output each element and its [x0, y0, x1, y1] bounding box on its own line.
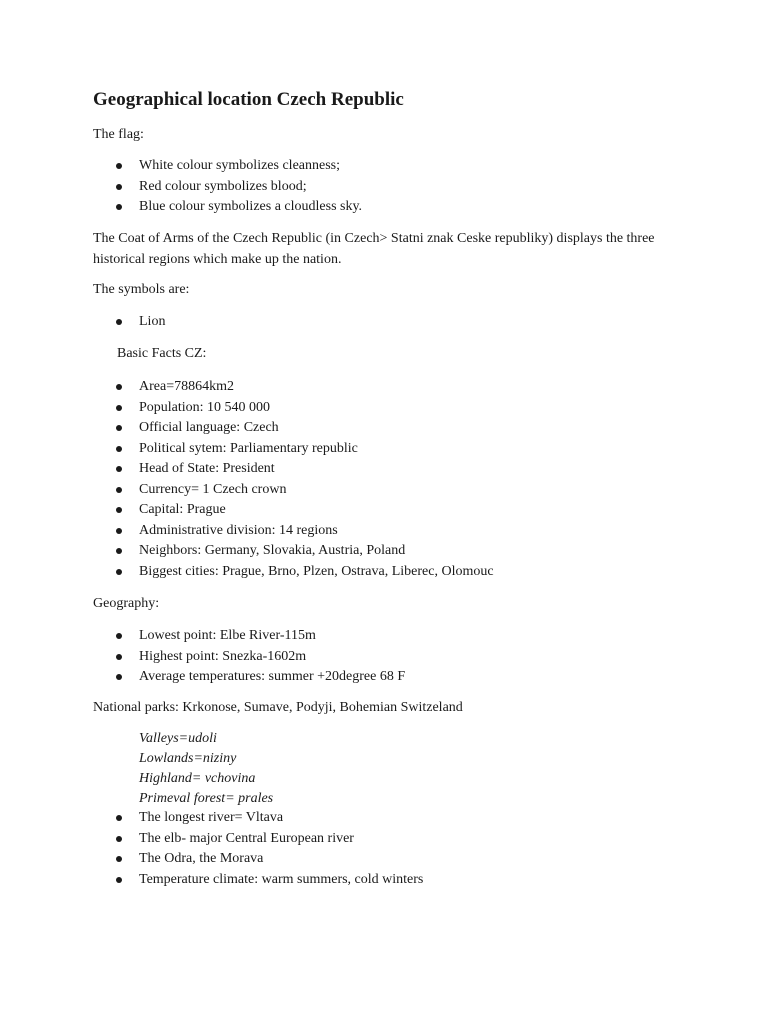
list-item-text: Currency= 1 Czech crown — [139, 481, 287, 497]
list-item — [0, 647, 405, 668]
list-item — [0, 849, 423, 870]
vocabulary-term: Valleys=udoli — [139, 731, 217, 746]
symbols-list — [0, 312, 165, 333]
bullet-icon — [116, 319, 122, 325]
list-item — [0, 377, 494, 398]
vocabulary-term: Lowlands=niziny — [139, 751, 237, 766]
list-item — [0, 562, 494, 583]
list-item — [0, 500, 494, 521]
rivers-list — [0, 808, 423, 890]
vocabulary-term: Primeval forest= prales — [139, 791, 274, 806]
list-item — [0, 808, 423, 829]
vocabulary-term: Highland= vchovina — [139, 771, 256, 786]
bullet-icon — [116, 654, 122, 660]
list-item — [0, 521, 494, 542]
list-item-text: Lion — [139, 314, 166, 329]
list-item-text: Neighbors: Germany, Slovakia, Austria, Poland — [139, 543, 406, 558]
list-item — [0, 398, 494, 419]
list-item-text: Population: 10 540 000 — [139, 399, 271, 415]
list-item — [0, 156, 362, 177]
list-item-text: Lowest point: Elbe River-115m — [139, 628, 316, 643]
facts-list — [0, 377, 494, 582]
vocabulary-terms — [139, 729, 273, 809]
list-item — [0, 439, 494, 460]
bullet-icon — [116, 633, 122, 639]
list-item — [0, 197, 362, 218]
list-item — [0, 667, 405, 688]
page-title: Geographical location Czech Republic — [93, 89, 404, 110]
flag-heading: The flag: — [93, 127, 144, 142]
coat-of-arms-paragraph: The Coat of Arms of the Czech Republic (in Czech> Statni znak Ceske republiky) displays the three historical regions which make up the nation. — [93, 231, 655, 267]
geography-list — [0, 626, 405, 688]
geography-heading: Geography: — [93, 596, 160, 611]
bullet-icon — [116, 184, 122, 190]
list-item — [0, 870, 423, 891]
list-item-text: Blue colour symbolizes a cloudless sky. — [139, 199, 363, 214]
bullet-icon — [116, 856, 122, 862]
list-item — [0, 541, 494, 562]
bullet-icon — [116, 487, 122, 493]
list-item — [0, 459, 494, 480]
list-item-text: The longest river= Vltava — [139, 810, 284, 825]
bullet-icon — [116, 384, 122, 390]
list-item-text: Political sytem: Parliamentary republic — [139, 440, 358, 456]
list-item — [0, 480, 494, 501]
list-item-text: The Odra, the Morava — [139, 851, 264, 866]
bullet-icon — [116, 674, 122, 680]
bullet-icon — [116, 466, 122, 472]
bullet-icon — [116, 877, 122, 883]
flag-list — [0, 156, 362, 218]
bullet-icon — [116, 507, 122, 513]
list-item — [0, 418, 494, 439]
list-item-text: Highest point: Snezka-1602m — [139, 648, 307, 664]
list-item-text: Head of State: President — [139, 461, 275, 476]
list-item — [0, 177, 362, 198]
bullet-icon — [116, 528, 122, 534]
bullet-icon — [116, 425, 122, 431]
list-item-text: Biggest cities: Prague, Brno, Plzen, Ostrava, Liberec, Olomouc — [139, 563, 494, 579]
list-item-text: Official language: Czech — [139, 420, 279, 435]
bullet-icon — [116, 836, 122, 842]
bullet-icon — [116, 405, 122, 411]
bullet-icon — [116, 815, 122, 821]
bullet-icon — [116, 163, 122, 169]
list-item-text: Capital: Prague — [139, 502, 226, 517]
basic-facts-heading: Basic Facts CZ: — [117, 346, 207, 361]
list-item-text: White colour symbolizes cleanness; — [139, 158, 340, 173]
list-item-text: Area=78864km2 — [139, 379, 234, 394]
symbols-heading: The symbols are: — [93, 282, 190, 297]
list-item — [0, 829, 423, 850]
list-item-text: Administrative division: 14 regions — [139, 522, 338, 538]
national-parks-paragraph: National parks: Krkonose, Sumave, Podyji, Bohemian Switzeland — [93, 700, 463, 715]
bullet-icon — [116, 548, 122, 554]
list-item-text: The elb- major Central European river — [139, 830, 354, 846]
list-item-text: Red colour symbolizes blood; — [139, 178, 307, 194]
list-item-text: Average temperatures: summer +20degree 68 F — [139, 669, 406, 684]
bullet-icon — [116, 446, 122, 452]
list-item — [0, 626, 405, 647]
bullet-icon — [116, 569, 122, 575]
list-item — [0, 312, 165, 333]
bullet-icon — [116, 204, 122, 210]
list-item-text: Temperature climate: warm summers, cold winters — [139, 871, 424, 887]
